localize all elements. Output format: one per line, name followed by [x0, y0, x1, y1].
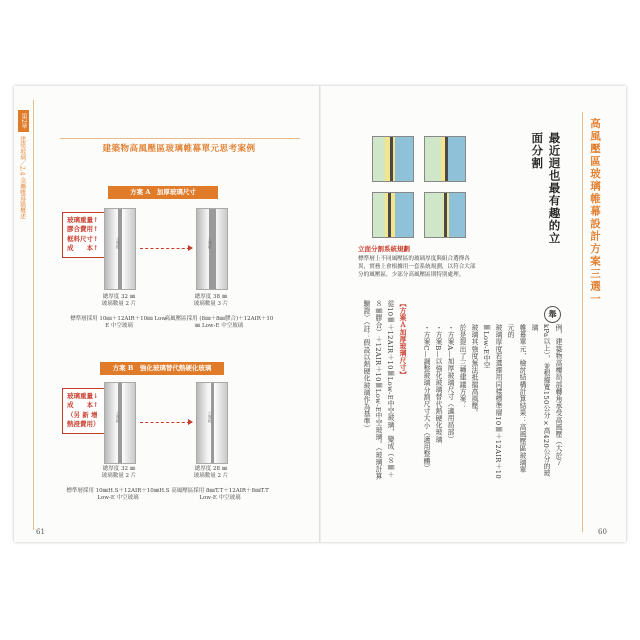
mullion-label: 公壓框: [208, 237, 213, 249]
plan-a-before-mullion: [104, 208, 136, 290]
plan-b-arrow: [140, 422, 190, 423]
plan-b-effect: 成 本↑: [67, 401, 99, 410]
plan-b-effect: 玻璃重量↓: [67, 392, 99, 400]
plan-a-before-detail: 標準層採用 10㎜＋12AIR＋10㎜ Low-E 中空玻璃: [70, 316, 168, 330]
chapter-side-tab: [18, 110, 28, 219]
plan-b-effect: （另 新 增: [67, 410, 98, 419]
right-page-header: 高風壓區玻璃帷幕設計方案三選一: [589, 118, 601, 306]
plan-b-after-spec: [176, 466, 246, 481]
option-a-line: 從10㎜＋12AIR＋10㎜Low-E中空玻璃，變成（８㎜＋: [386, 300, 394, 479]
plan-a-effect: 膠合費用↑: [67, 225, 99, 234]
spec-thickness: 總厚度 38 ㎜: [194, 294, 228, 300]
chapter-running-title: 建築玻璃／2.4 金屬帷幕牆概述: [18, 135, 26, 220]
plan-a-after-spec: [176, 294, 246, 309]
title-rule: [60, 138, 300, 139]
mullion-web: [118, 383, 122, 463]
plan-a-arrowhead: [188, 245, 193, 251]
mullion-web: [118, 209, 122, 289]
margin-rule: [33, 100, 34, 530]
spec-count: 玻璃數量 2 片: [101, 473, 137, 480]
plan-b-before-detail: 標準層採用 10㎜H.S＋12AIR＋10㎜H.S Low-E 中空玻璃: [66, 488, 170, 502]
spec-thickness: 總厚度 28 ㎜: [194, 466, 228, 472]
mullion-web: [211, 383, 214, 463]
plan-b-arrowhead: [188, 419, 193, 425]
left-page-number: 61: [36, 528, 45, 536]
body-line: kPa以上），並根據寬150公分×高420公分的玻璃: [530, 324, 550, 477]
plan-a-effect: 框料尺寸↑: [67, 234, 99, 243]
elevation-chart: [372, 192, 414, 238]
book-spine: [319, 86, 321, 542]
plan-b-after-mullion: [196, 382, 228, 464]
plan-b-before-spec: [84, 466, 154, 481]
spec-count: 玻璃數量 2 片: [101, 301, 137, 308]
mullion-label: 公壓框: [116, 411, 121, 423]
right-page-number: 60: [598, 528, 607, 536]
body-line: 例，建築物高樓局部轉角承受高風壓（大於７: [554, 324, 562, 466]
body-line: ・方案A—加厚玻璃尺寸（適用局部）: [446, 324, 454, 443]
body-line: 玻璃厚度若選擇用同樣標準層10㎜＋12AIR＋10㎜Low-E中空: [482, 324, 502, 479]
elevation-chart: [424, 192, 466, 238]
plan-a-arrow: [140, 248, 190, 249]
plan-b-effect: 熱浸費用）: [67, 420, 100, 429]
option-a-title: 【方案Ａ加厚玻璃尺寸】: [398, 300, 406, 379]
option-a-line: ８㎜膠合）＋12AIR＋10㎜Low-E中空玻璃。（玻璃計算: [374, 300, 382, 480]
figure-caption: [358, 244, 478, 279]
example-mark: 舉: [544, 306, 561, 323]
plan-a-after-detail: 高風壓區採用 (8㎜＋8㎜膠合)＋12AIR＋10㎜ Low-E 中空玻璃: [164, 316, 274, 330]
body-line: ・方案B—以強化玻璃替代熱硬化玻璃: [434, 324, 442, 443]
plan-a-effect: 玻璃重量↑: [67, 216, 99, 224]
body-line: 帷幕單元，檢討結構計算結果：高風壓區玻璃單元的: [506, 324, 526, 474]
left-page-title: 建築物高風壓區玻璃帷幕單元思考案例: [102, 144, 256, 154]
option-a-section: [360, 300, 408, 500]
mullion-label: 公壓框: [116, 237, 121, 249]
plan-b-before-mullion: [104, 382, 136, 464]
option-a-line: 驗證）（註：假設以熱硬化玻璃作為基準）: [362, 300, 370, 432]
spec-thickness: 總厚度 32 ㎜: [102, 466, 136, 472]
plan-b-after-detail: 高風壓區採用 8㎜T.T＋12AIR＋8㎜T.T Low-E 中空玻璃: [171, 488, 269, 502]
spec-count: 玻璃數量 2 片: [193, 473, 229, 480]
elevation-chart: [372, 136, 414, 182]
spec-thickness: 總厚度 32 ㎜: [102, 294, 136, 300]
caption-text: 標準層上不同風壓區的玻璃厚度與組合選擇各異，實務上會根據用一套系統規劃，以符合大部分的風壓區，少部分高風壓區則特別處理。: [358, 256, 476, 279]
plan-a-effect: 成 本↑: [67, 244, 99, 253]
right-page-subtitle: 最近迥也最有趣的立面分割: [530, 132, 562, 245]
right-page-body: [420, 324, 564, 480]
mullion-web: [209, 209, 216, 289]
elevation-chart: [424, 136, 466, 182]
spec-count: 玻璃數量 3 片: [193, 301, 229, 308]
plan-a-banner: 方案 A 加厚玻璃尺寸: [108, 186, 218, 199]
plan-b-banner: 方案 B 強化玻璃替代熱硬化玻璃: [100, 362, 224, 375]
caption-title: 立面分割系統規劃: [358, 245, 410, 253]
chapter-chip: 第2章: [18, 110, 29, 132]
header-rule: [582, 112, 583, 532]
mullion-label: 公壓框: [208, 411, 213, 423]
body-line: 於是提出了三種建議方案：: [458, 324, 466, 410]
body-line: 玻璃其強度無法抵擋高風壓。: [470, 324, 478, 417]
body-line: ・方案C—調整玻璃分割尺寸大小（適用整體）: [422, 324, 430, 472]
plan-a-after-mullion: [196, 208, 228, 290]
plan-a-before-spec: [84, 294, 154, 309]
